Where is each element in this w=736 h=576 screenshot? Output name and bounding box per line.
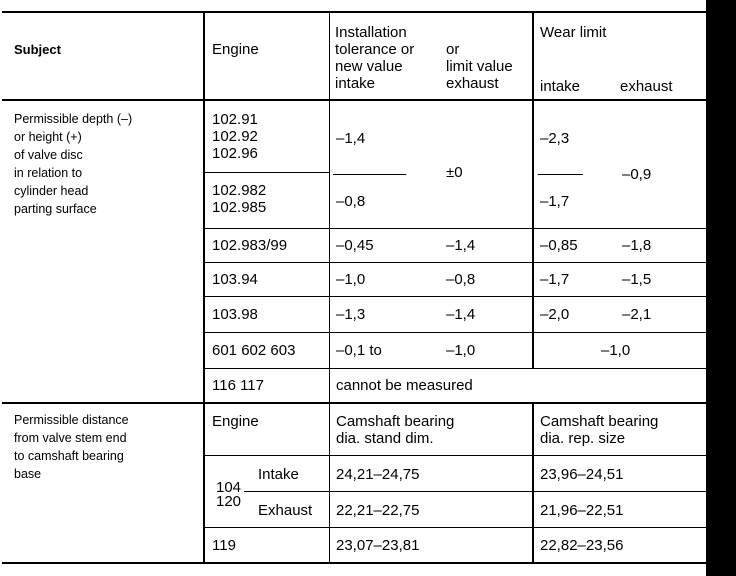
- group-shared-wear-exhaust: –0,9: [622, 166, 652, 183]
- row-601-wear: –1,0: [601, 342, 631, 359]
- row-10398-engine: 103.98: [212, 306, 258, 323]
- row-102983-install: –0,45: [336, 237, 374, 254]
- header-wear-limit: Wear limit: [540, 24, 607, 41]
- header-install-line4: intake: [335, 75, 376, 92]
- intake-exhaust-divider: [244, 491, 706, 492]
- group1-install-intake: –1,4: [336, 130, 366, 147]
- row-601-limit: –1,0: [446, 342, 476, 359]
- section1-subject-line5: cylinder head: [14, 184, 89, 198]
- col-border-wear: [532, 11, 534, 369]
- section2-intake-label: Intake: [258, 466, 299, 483]
- row-border-2: [204, 262, 706, 263]
- section2-intake-std: 24,21–24,75: [336, 466, 420, 483]
- row-102983-engine: 102.983/99: [212, 237, 288, 254]
- row-10394-wear-intake: –1,7: [540, 271, 570, 288]
- header-bottom-border: [2, 99, 706, 101]
- row-10398-install: –1,3: [336, 306, 366, 323]
- row-102983-wear-intake: –0,85: [540, 237, 578, 254]
- section1-subject-line3: of valve disc: [14, 148, 83, 162]
- group2-install-intake: –0,8: [336, 193, 366, 210]
- row-10398-wear-exhaust: –2,1: [622, 306, 652, 323]
- header-install-line3: new value: [335, 58, 403, 75]
- section2-header-std-line2: dia. stand dim.: [336, 430, 434, 447]
- row-601-engine: 601 602 603: [212, 342, 296, 359]
- group-divider-engine: [204, 172, 330, 173]
- right-edge-bar: [706, 0, 736, 576]
- row-10398-wear-intake: –2,0: [540, 306, 570, 323]
- group2-wear-intake: –1,7: [540, 193, 570, 210]
- section2-exhaust-label: Exhaust: [258, 502, 313, 519]
- section2-subject-line3: to camshaft bearing: [14, 449, 124, 463]
- group-divider-wear: [538, 174, 583, 175]
- col-border-subject: [203, 11, 205, 564]
- header-engine: Engine: [212, 41, 259, 58]
- section1-subject-line1: Permissible depth (–): [14, 112, 133, 126]
- row-10394-wear-exhaust: –1,5: [622, 271, 652, 288]
- group2-engine-1: 102.982: [212, 182, 267, 199]
- group2-engine-2: 102.985: [212, 199, 267, 216]
- section2-header-rep-line2: dia. rep. size: [540, 430, 626, 447]
- section1-subject-line6: parting surface: [14, 202, 97, 216]
- row-10394-engine: 103.94: [212, 271, 258, 288]
- group1-engine-3: 102.96: [212, 145, 258, 162]
- section2-exhaust-std: 22,21–22,75: [336, 502, 420, 519]
- section1-subject-line2: or height (+): [14, 130, 82, 144]
- group1-engine-1: 102.91: [212, 111, 258, 128]
- row-border-5: [204, 368, 706, 369]
- row-border-1: [204, 228, 706, 229]
- row-119-engine: 119: [212, 537, 236, 554]
- table-top-border: [2, 11, 706, 13]
- header-or-line3: exhaust: [446, 75, 499, 92]
- group-shared-limit-exhaust: ±0: [446, 164, 463, 181]
- col-border-engine: [329, 11, 330, 564]
- section-divider: [2, 402, 706, 404]
- section2-header-border: [204, 455, 706, 456]
- section2-subject-line1: Permissible distance: [14, 413, 129, 427]
- header-install-line2: tolerance or: [335, 41, 415, 58]
- section2-group-engine-line1: 104: [216, 479, 242, 496]
- row-601-install: –0,1 to: [336, 342, 382, 359]
- section1-subject-line4: in relation to: [14, 166, 83, 180]
- header-or-line1: or: [446, 41, 460, 58]
- col-border-wear-lower: [532, 403, 534, 564]
- section2-subject-line4: base: [14, 467, 42, 481]
- header-subject: Subject: [14, 42, 61, 57]
- row-116-engine: 116 117: [212, 377, 264, 394]
- row-119-std: 23,07–23,81: [336, 537, 420, 554]
- row-102983-wear-exhaust: –1,8: [622, 237, 652, 254]
- section2-header-std-line1: Camshaft bearing: [336, 413, 455, 430]
- group-divider-install: [333, 174, 406, 175]
- header-wear-exhaust: exhaust: [620, 78, 673, 95]
- section2-intake-rep: 23,96–24,51: [540, 466, 624, 483]
- row-119-rep: 22,82–23,56: [540, 537, 624, 554]
- header-or-line2: limit value: [446, 58, 513, 75]
- row-102983-limit: –1,4: [446, 237, 476, 254]
- section2-group-engine-line2: 120: [216, 493, 242, 510]
- group1-engine-2: 102.92: [212, 128, 258, 145]
- row-116-note: cannot be measured: [336, 377, 473, 394]
- section2-subject-line2: from valve stem end: [14, 431, 127, 445]
- row-border-3: [204, 296, 706, 297]
- section2-header-rep-line1: Camshaft bearing: [540, 413, 659, 430]
- row-10394-install: –1,0: [336, 271, 366, 288]
- row-border-119: [204, 527, 706, 528]
- row-10394-limit: –0,8: [446, 271, 476, 288]
- row-border-4: [204, 332, 706, 333]
- header-wear-intake: intake: [540, 78, 581, 95]
- section2-exhaust-rep: 21,96–22,51: [540, 502, 624, 519]
- header-install-line1: Installation: [335, 24, 407, 41]
- table-bottom-border: [2, 562, 706, 564]
- row-10398-limit: –1,4: [446, 306, 476, 323]
- group1-wear-intake: –2,3: [540, 130, 570, 147]
- section2-header-engine: Engine: [212, 413, 259, 430]
